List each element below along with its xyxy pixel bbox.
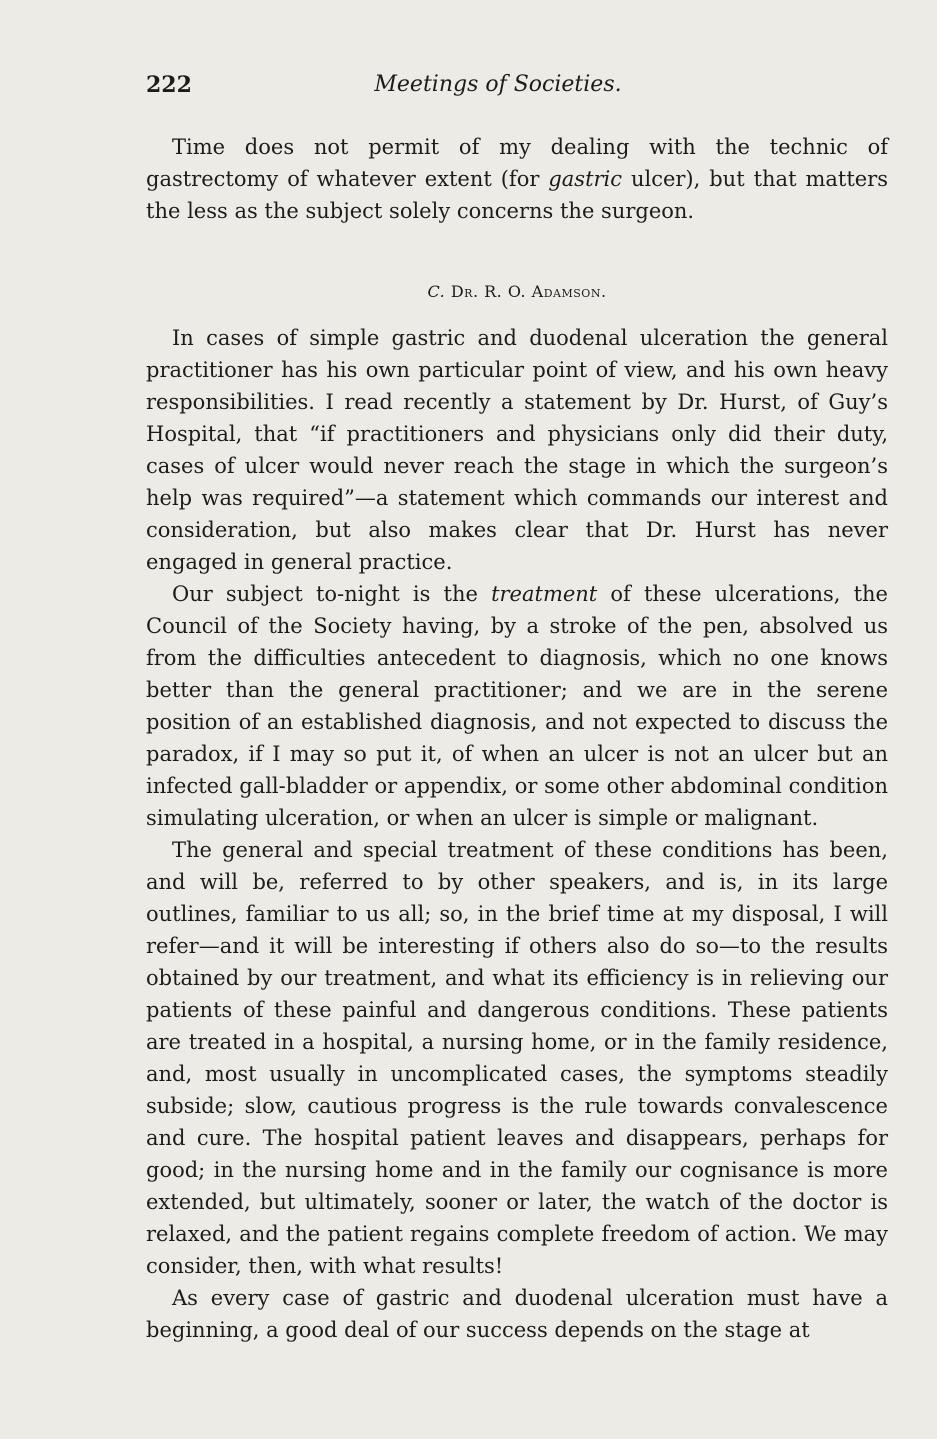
paragraph-treatment: Our subject to-night is the treatment of these ulcerations, the Council of the Society having, by a stroke of the pen, absolved us from the difficulties antecedent to diagnosis, which no one knows better than the general practitioner; and we are in the serene position of an established diagnosis, and not expected to discuss the paradox, if I may so put it, of when an ulcer is not an ulcer but an infected gall-bladder or appendix, or some other abdominal condition simulating ulceration, or when an ulcer is simple or malignant. [146,582,888,830]
emphasis-treatment: treatment [491,582,598,606]
body-text [146,131,888,1346]
speaker-heading [146,280,888,304]
speaker-name: Dr. R. O. Adamson. [450,282,607,301]
paragraph-responsibilities: In cases of simple gastric and duodenal ulceration the general practitioner has his own particular point of view, and his own heavy responsibilities. I read recently a statement by Dr. Hurst, of Guy’s Hospital, that “if practitioners and physicians only did their duty, cases of ulcer would never reach the stage in which the surgeon’s help was required”—a statement which commands our interest and consideration, but also makes clear that Dr. Hurst has never engaged in general practice. [146,326,888,574]
page-number: 222 [146,72,192,98]
running-title: Meetings of Societies. [374,72,622,97]
speaker-initial: C. [427,282,446,301]
paragraph-gastrectomy: Time does not permit of my dealing with the technic of gastrectomy of whatever extent (for gastric ulcer), but that matters the less as the subject solely concerns the surgeon. [146,135,888,223]
emphasis-gastric: gastric [548,167,623,191]
paragraph-beginning: As every case of gastric and duodenal ulceration must have a beginning, a good deal of our success depends on the stage at [146,1286,888,1342]
paragraph-results: The general and special treatment of these conditions has been, and will be, referred to by other speakers, and is, in its large outlines, familiar to us all; so, in the brief time at my disposal, I will refer—and it will be interesting if others also do so—to the results obtained by our treatment, and what its efficiency is in relieving our patients of these painful and dangerous conditions. These patients are treated in a hospital, a nursing home, or in the family residence, and, most usually in uncomplicated cases, the symptoms steadily subside; slow, cautious progress is the rule towards convalescence and cure. The hospital patient leaves and disappears, perhaps for good; in the nursing home and in the family our cognisance is more extended, but ultimately, sooner or later, the watch of the doctor is relaxed, and the patient regains complete freedom of action. We may consider, then, with what results! [146,838,888,1278]
page-header [146,72,890,106]
